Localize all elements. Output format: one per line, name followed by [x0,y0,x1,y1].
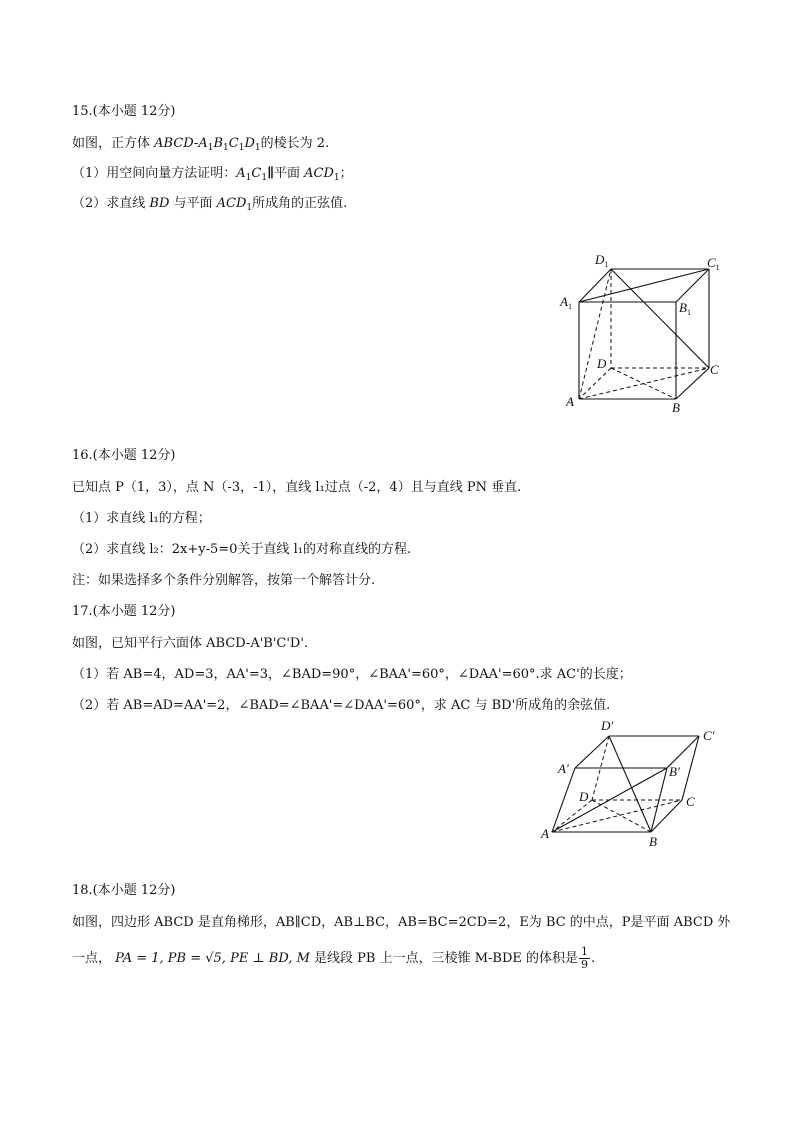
cube-label-B: B [672,400,680,415]
q18-math: PA = 1, PB = √5, PE ⊥ BD, M [115,951,310,966]
q15-stem-b: 的棱长为 2. [260,136,330,151]
q18-line2: 一点， PA = 1, PB = √5, PE ⊥ BD, M 是线段 PB 上一点，三棱锥 M-BDE 的体积是 $\frac{1}{9}$ . [72,945,596,971]
q15-p2-a: （2）求直线 [72,196,150,211]
cube-label-A: A [566,394,574,409]
cube-label-D1: $D_1$ [595,252,609,269]
q15-p2-c: 所成角的正弦值. [252,196,348,211]
pp-label-C: C [686,794,695,809]
cube-label-D: D [597,356,607,371]
q16-heading: 16.(本小题 12分) [72,448,176,463]
cube-label-B1: $B_1$ [679,300,691,317]
pp-label-A-prime: A′ [558,761,569,776]
parallelepiped-figure [536,716,726,852]
q15-part1: （1）用空间向量方法证明：$A_1C_1\parallel$平面 $ACD_1$； [72,166,353,183]
cube-label-C: C [710,362,719,377]
q17-stem: 如图，已知平行六面体 ABCD-A'B'C'D'. [72,636,309,651]
q16-part1: （1）求直线 l₁的方程； [72,511,211,526]
pp-label-D-prime: D′ [601,718,614,733]
q16-part2: （2）求直线 l₂：2x+y-5=0关于直线 l₁的对称直线的方程. [72,542,412,557]
cube-label-A1: $A_1$ [560,294,572,311]
q15-p2-bd: BD [149,196,170,211]
volume-fraction: $\frac{1}{9}$ [581,945,589,971]
pp-label-A: A [541,826,549,841]
q15-stem: 如图，正方体 ABCD-$A_1B_1C_1D_1$的棱长为 2. [72,136,330,153]
q17-heading: 17.(本小题 12分) [72,604,176,619]
q17-part1: （1）若 AB=4，AD=3，AA'=3，∠BAD=90°，∠BAA'=60°，∠DAA'=60°.求 AC'的长度； [72,667,632,682]
q15-p2-b: 与平面 [169,196,217,211]
pp-label-B-prime: B′ [669,764,680,779]
q16-note: 注：如果选择多个条件分别解答，按第一个解答计分. [72,573,376,588]
q18-line2-b: 是线段 PB 上一点，三棱锥 M-BDE 的体积是 [314,951,579,966]
q15-stem-a: 如图，正方体 [72,136,155,151]
q15-part2: （2）求直线 BD 与平面 $ACD_1$所成角的正弦值. [72,196,348,213]
pp-label-C-prime: C′ [703,728,715,743]
q18-heading: 18.(本小题 12分) [72,883,176,898]
pp-label-D: D [579,789,589,804]
q15-heading: 15.(本小题 12分) [72,104,176,119]
q15-p1-b: 平面 [273,166,305,181]
q15-p1-c: ； [339,166,353,181]
q15-p1-a: （1）用空间向量方法证明： [72,166,237,181]
q18-line1: 如图，四边形 ABCD 是直角梯形，AB∥CD，AB⊥BC，AB=BC=2CD=2，E为 BC 的中点，P是平面 ABCD 外 [72,915,731,930]
q16-stem: 已知点 P（1，3），点 N（-3，-1），直线 l₁过点（-2，4）且与直线 PN 垂直. [72,480,522,495]
pp-label-B: B [649,834,657,849]
q15-stem-solid: ABCD-A [154,136,208,151]
cube-label-C1: $C_1$ [707,255,720,272]
q18-line2-a: 一点， [72,951,112,966]
cube-figure [552,244,732,424]
q17-part2: （2）若 AB=AD=AA'=2，∠BAD=∠BAA'=∠DAA'=60°，求 AC 与 BD'所成角的余弦值. [72,698,611,713]
